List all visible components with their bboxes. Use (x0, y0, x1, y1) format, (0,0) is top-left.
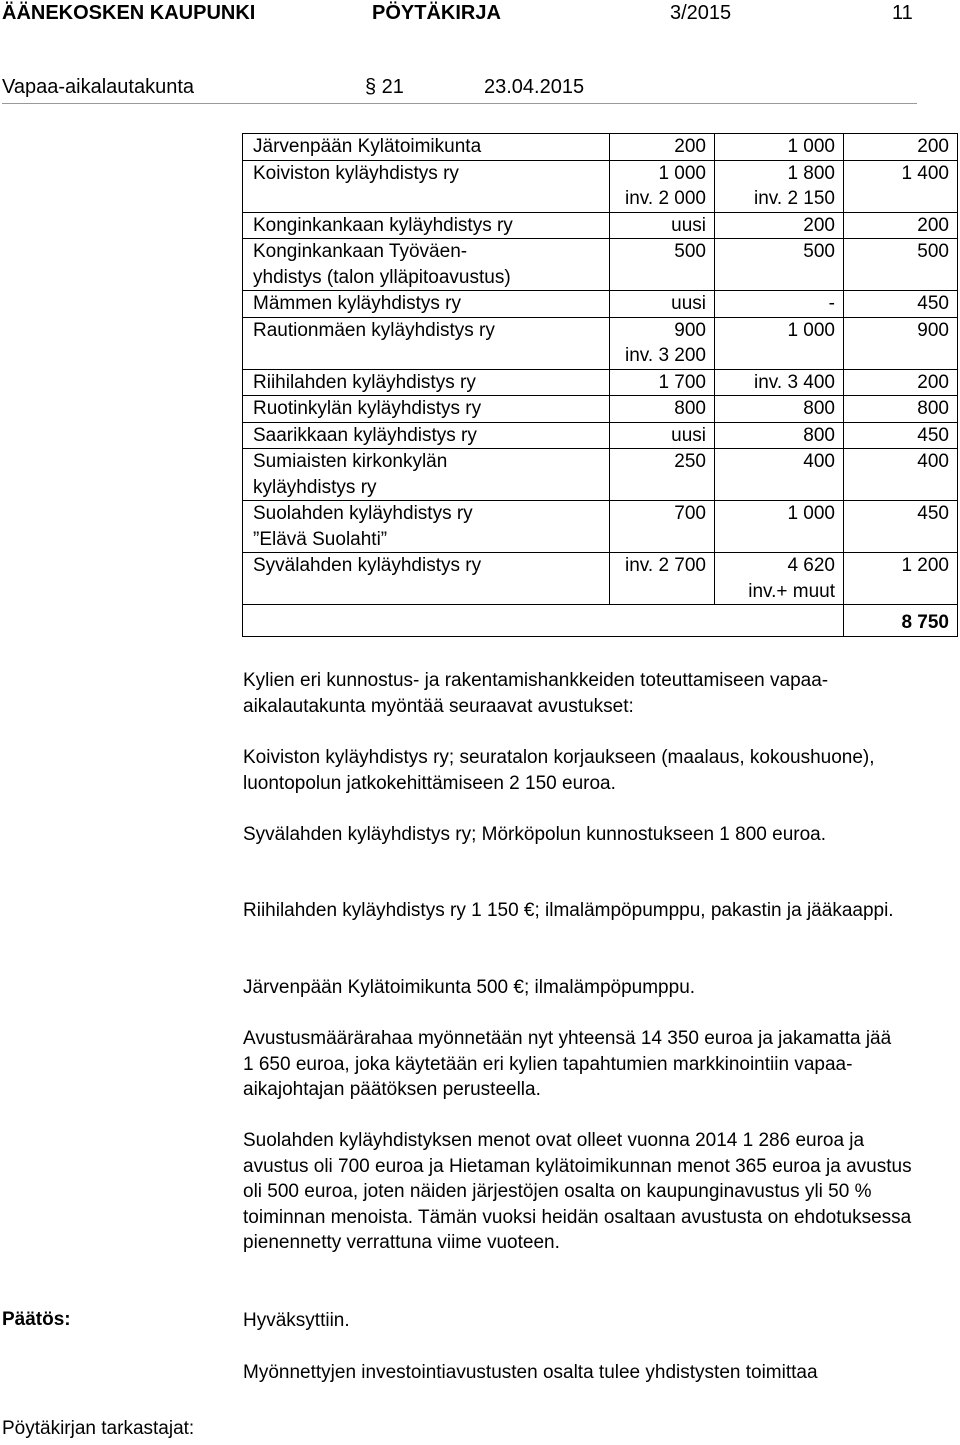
grant-value-cell: 200 (844, 134, 958, 161)
table-row (243, 396, 958, 423)
table-row (243, 422, 958, 449)
meeting-date: 23.04.2015 (484, 76, 585, 98)
association-name-cell: Ruotinkylän kyläyhdistys ry (243, 396, 610, 423)
grant-value-cell: 900 (844, 317, 958, 369)
table-row (243, 369, 958, 396)
association-name-cell: Saarikkaan kyläyhdistys ry (243, 422, 610, 449)
grant-value-cell: 200 (715, 212, 844, 239)
grant-value-cell: 1 000 (715, 134, 844, 161)
table-total-row (243, 605, 958, 637)
doc-type: PÖYTÄKIRJA (372, 2, 501, 24)
org-name: ÄÄNEKOSKEN KAUPUNKI (2, 2, 256, 24)
association-name-cell: Koiviston kyläyhdistys ry (243, 160, 610, 212)
total-spacer-cell (243, 605, 844, 637)
grant-value-cell: inv. 3 400 (715, 369, 844, 396)
paragraph-jarvenpaa: Järvenpään Kylätoimikunta 500 €; ilmalämpöpumppu. (243, 977, 696, 998)
table-row (243, 291, 958, 318)
grant-value-cell: 4 620 inv.+ muut (715, 553, 844, 605)
paragraph-syvalahti: Syvälahden kyläyhdistys ry; Mörköpolun kunnostukseen 1 800 euroa. (243, 824, 827, 845)
grant-value-cell: 800 (844, 396, 958, 423)
association-name-cell: Rautionmäen kyläyhdistys ry (243, 317, 610, 369)
grant-value-cell: 1 000 inv. 2 000 (610, 160, 715, 212)
grant-value-cell: 1 000 (715, 317, 844, 369)
grant-value-cell: 900 inv. 3 200 (610, 317, 715, 369)
paragraph-investment: Myönnettyjen investointiavustusten osalta tulee yhdistysten toimittaa (243, 1362, 818, 1383)
grant-value-cell: 1 700 (610, 369, 715, 396)
grant-value-cell: 450 (844, 291, 958, 318)
grant-value-cell: uusi (610, 291, 715, 318)
reviewers-label: Pöytäkirjan tarkastajat: (2, 1418, 195, 1439)
table-row (243, 239, 958, 291)
paragraph-riihilahti: Riihilahden kyläyhdistys ry 1 150 €; ilmalämpöpumppu, pakastin ja jääkaappi. (243, 900, 894, 921)
grant-value-cell: 1 800 inv. 2 150 (715, 160, 844, 212)
grant-value-cell: 800 (715, 396, 844, 423)
table-row (243, 160, 958, 212)
grant-value-cell: 200 (844, 212, 958, 239)
total-value-cell: 8 750 (844, 605, 958, 637)
grant-value-cell: 500 (715, 239, 844, 291)
grant-value-cell: 450 (844, 422, 958, 449)
grant-value-cell: 200 (610, 134, 715, 161)
paragraph-budget: Avustusmäärärahaa myönnetään nyt yhteensä 14 350 euroa ja jakamatta jää 1 650 euroa, joka käytetään eri kylien tapahtumien markkinointiin vapaa-aikajohtajan päätöksen perusteella. (243, 1028, 892, 1100)
paragraph-suolahti: Suolahden kyläyhdistyksen menot ovat olleet vuonna 2014 1 286 euroa ja avustus oli 700 euroa ja Hietaman kylätoimikunnan menot 365 euroa ja avustus oli 500 euroa, joten näiden järjestöjen osalta on kaupunginavustus yli 50 % toiminnan menoista. Tämän vuoksi heidän osaltaan avustusta on ehdotuksessa pienennetty verrattuna viime vuoteen. (243, 1130, 912, 1253)
association-name-cell: Syvälahden kyläyhdistys ry (243, 553, 610, 605)
table-row (243, 501, 958, 553)
table-row (243, 553, 958, 605)
grant-value-cell: inv. 2 700 (610, 553, 715, 605)
grant-value-cell: 800 (610, 396, 715, 423)
grant-value-cell: 1 400 (844, 160, 958, 212)
grant-value-cell: 700 (610, 501, 715, 553)
association-name-cell: Suolahden kyläyhdistys ry ”Elävä Suolahti” (243, 501, 610, 553)
association-name-cell: Sumiaisten kirkonkylän kyläyhdistys ry (243, 449, 610, 501)
grant-value-cell: 500 (610, 239, 715, 291)
paragraph-intro: Kylien eri kunnostus- ja rakentamishankkeiden toteuttamiseen vapaa-aikalautakunta myöntää seuraavat avustukset: (243, 670, 829, 717)
grant-value-cell: - (715, 291, 844, 318)
association-name-cell: Konginkankaan kyläyhdistys ry (243, 212, 610, 239)
grant-value-cell: 1 000 (715, 501, 844, 553)
association-name-cell: Mämmen kyläyhdistys ry (243, 291, 610, 318)
document-header (0, 0, 960, 110)
table-row (243, 134, 958, 161)
grant-value-cell: 200 (844, 369, 958, 396)
grant-value-cell: 250 (610, 449, 715, 501)
grant-value-cell: 400 (715, 449, 844, 501)
paragraph-koivisto: Koiviston kyläyhdistys ry; seuratalon korjaukseen (maalaus, kokoushuone), luontopolun jatkokehittämiseen 2 150 euroa. (243, 747, 875, 794)
decision-text: Hyväksyttiin. (243, 1310, 350, 1331)
table-row (243, 212, 958, 239)
grant-value-cell: uusi (610, 212, 715, 239)
table-row (243, 317, 958, 369)
grant-value-cell: 1 200 (844, 553, 958, 605)
grant-value-cell: uusi (610, 422, 715, 449)
doc-number: 3/2015 (670, 2, 732, 24)
association-name-cell: Järvenpään Kylätoimikunta (243, 134, 610, 161)
grant-value-cell: 500 (844, 239, 958, 291)
grant-value-cell: 800 (715, 422, 844, 449)
grant-value-cell: 450 (844, 501, 958, 553)
page-number: 11 (892, 2, 913, 24)
section-number: § 21 (365, 76, 404, 98)
decision-label: Päätös: (2, 1309, 71, 1330)
grant-value-cell: 400 (844, 449, 958, 501)
board-name: Vapaa-aikalautakunta (2, 76, 194, 98)
table-row (243, 449, 958, 501)
grants-table (242, 133, 958, 637)
header-divider (2, 103, 917, 104)
association-name-cell: Riihilahden kyläyhdistys ry (243, 369, 610, 396)
association-name-cell: Konginkankaan Työväen- yhdistys (talon ylläpitoavustus) (243, 239, 610, 291)
